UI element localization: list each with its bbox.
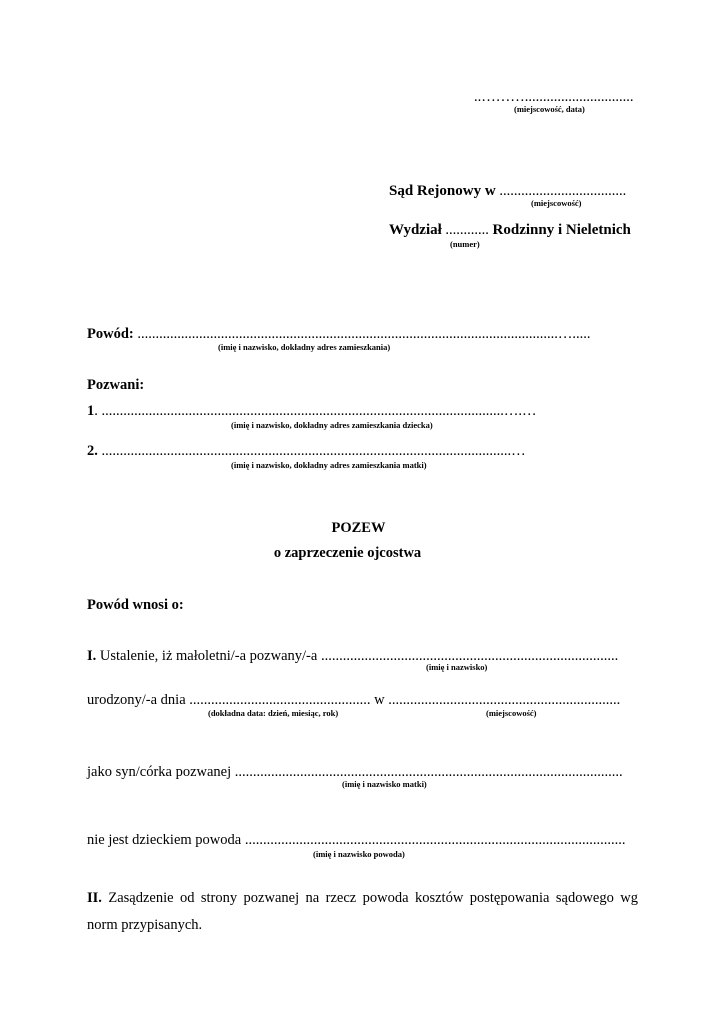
plaintiff-caption: (imię i nazwisko, dokładny adres zamieszkania) xyxy=(218,342,391,352)
claim-ii-text-1: Zasądzenie od strony pozwanej na rzecz powoda kosztów postępowania sądowego wg xyxy=(101,890,638,906)
born-line: urodzony/-a dnia .................................................. w ................................................................ xyxy=(87,692,621,708)
place-date-caption: (miejscowość, data) xyxy=(514,104,585,114)
claim-ii-line-2: norm przypisanych. xyxy=(87,917,203,933)
defendant-2-caption: (imię i nazwisko, dokładny adres zamieszkania matki) xyxy=(231,460,427,470)
division-number-caption: (numer) xyxy=(450,239,480,249)
plaintiff-line xyxy=(87,325,590,343)
defendant-2-line xyxy=(87,442,526,460)
court-city-caption: (miejscowość) xyxy=(531,198,582,208)
claim-ii-line-1 xyxy=(87,889,638,907)
not-child-caption: (imię i nazwisko powoda) xyxy=(313,849,405,859)
claim-ii-number: II. xyxy=(87,890,102,906)
child-of-caption: (imię i nazwisko matki) xyxy=(342,779,427,789)
division-number-line: ............ xyxy=(445,222,489,238)
defendant-1-line xyxy=(87,402,537,420)
document-title-text: POZEW xyxy=(331,520,386,536)
claim-i-caption: (imię i nazwisko) xyxy=(426,662,488,672)
defendants-heading: Pozwani: xyxy=(87,377,145,393)
defendant-1-number: 1 xyxy=(87,403,95,419)
claim-i-line xyxy=(87,647,618,665)
document-title xyxy=(0,519,725,537)
defendant-1-caption: (imię i nazwisko, dokładny adres zamieszkania dziecka) xyxy=(231,420,433,430)
claims-heading: Powód wnosi o: xyxy=(87,597,184,613)
defendant-2-number: 2. xyxy=(87,443,98,459)
division-label: Wydział xyxy=(389,222,442,238)
claim-i-text: Ustalenie, iż małoletni/-a pozwany/-a .................................................................................. xyxy=(96,648,619,664)
place-date-line: ..……….............................. xyxy=(474,89,634,105)
court-label: Sąd Rejonowy w xyxy=(389,183,496,199)
plaintiff-dotted-line: ....................................................................................................................…..... xyxy=(137,326,591,342)
born-place-caption: (miejscowość) xyxy=(486,708,537,718)
born-date-caption: (dokładna data: dzień, miesiąc, rok) xyxy=(208,708,339,718)
child-of-line: jako syn/córka pozwanej ........................................................................................................... xyxy=(87,764,623,780)
division-name: Rodzinny i Nieletnich xyxy=(492,222,631,238)
court-city-line: ................................... xyxy=(499,183,627,199)
plaintiff-label: Powód: xyxy=(87,326,134,342)
defendant-1-dotted-line: . ...............................................................................................................….… xyxy=(94,403,537,419)
document-subtitle xyxy=(0,544,725,562)
claim-i-number: I. xyxy=(87,648,97,664)
not-child-line: nie jest dzieckiem powoda ......................................................................................................... xyxy=(87,832,626,848)
division-line xyxy=(389,221,631,239)
defendant-2-dotted-line: .................................................................................................................… xyxy=(97,443,526,459)
court-line xyxy=(389,182,626,200)
document-subtitle-text: o zaprzeczenie ojcostwa xyxy=(273,545,422,561)
